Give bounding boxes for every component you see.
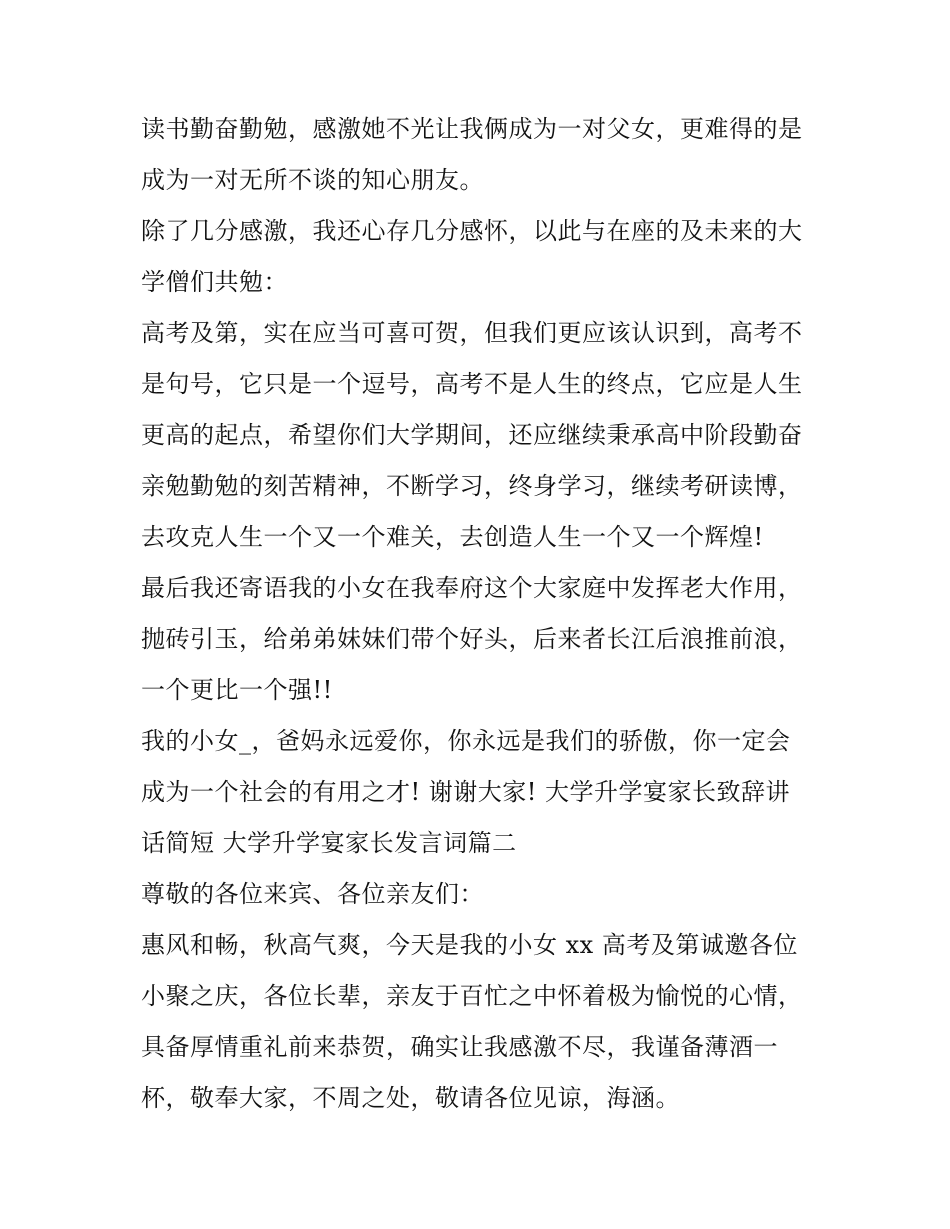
text-line: 小聚之庆，各位长辈，亲友于百忙之中怀着极为愉悦的心情， bbox=[141, 982, 803, 1010]
text-line: 具备厚情重礼前来恭贺，确实让我感激不尽，我谨备薄酒一 bbox=[141, 1033, 778, 1061]
text-line: 更高的起点，希望你们大学期间，还应继续秉承高中阶段勤奋 bbox=[141, 421, 803, 449]
text-line: 我的小女_，爸妈永远爱你，你永远是我们的骄傲，你一定会 bbox=[141, 727, 791, 755]
text-line: 学僧们共勉： bbox=[141, 268, 288, 296]
text-line: 去攻克人生一个又一个难关，去创造人生一个又一个辉煌! bbox=[141, 523, 764, 551]
text-line: 杯，敬奉大家，不周之处，敬请各位见谅，海涵。 bbox=[141, 1084, 680, 1112]
text-line: 惠风和畅，秋高气爽，今天是我的小女 xx 高考及第诚邀各位 bbox=[141, 931, 798, 959]
text-line: 话简短 大学升学宴家长发言词篇二 bbox=[141, 829, 517, 857]
text-line: 最后我还寄语我的小女在我奉府这个大家庭中发挥老大作用， bbox=[141, 574, 803, 602]
text-line: 除了几分感激，我还心存几分感怀，以此与在座的及未来的大 bbox=[141, 217, 803, 245]
text-line: 是句号，它只是一个逗号，高考不是人生的终点，它应是人生 bbox=[141, 370, 803, 398]
text-line: 高考及第，实在应当可喜可贺，但我们更应该认识到，高考不 bbox=[141, 319, 803, 347]
text-line: 读书勤奋勤勉，感激她不光让我俩成为一对父女，更难得的是 bbox=[141, 115, 803, 143]
text-line: 成为一对无所不谈的知心朋友。 bbox=[141, 166, 484, 194]
text-line: 抛砖引玉，给弟弟妹妹们带个好头，后来者长江后浪推前浪， bbox=[141, 625, 803, 653]
text-line: 一个更比一个强!! bbox=[141, 676, 333, 704]
text-line: 亲勉勤勉的刻苦精神，不断学习，终身学习，继续考研读博， bbox=[141, 472, 803, 500]
body-text bbox=[141, 104, 821, 1124]
text-line: 尊敬的各位来宾、各位亲友们： bbox=[141, 880, 484, 908]
text-line: 成为一个社会的有用之才! 谢谢大家! 大学升学宴家长致辞讲 bbox=[141, 778, 791, 806]
